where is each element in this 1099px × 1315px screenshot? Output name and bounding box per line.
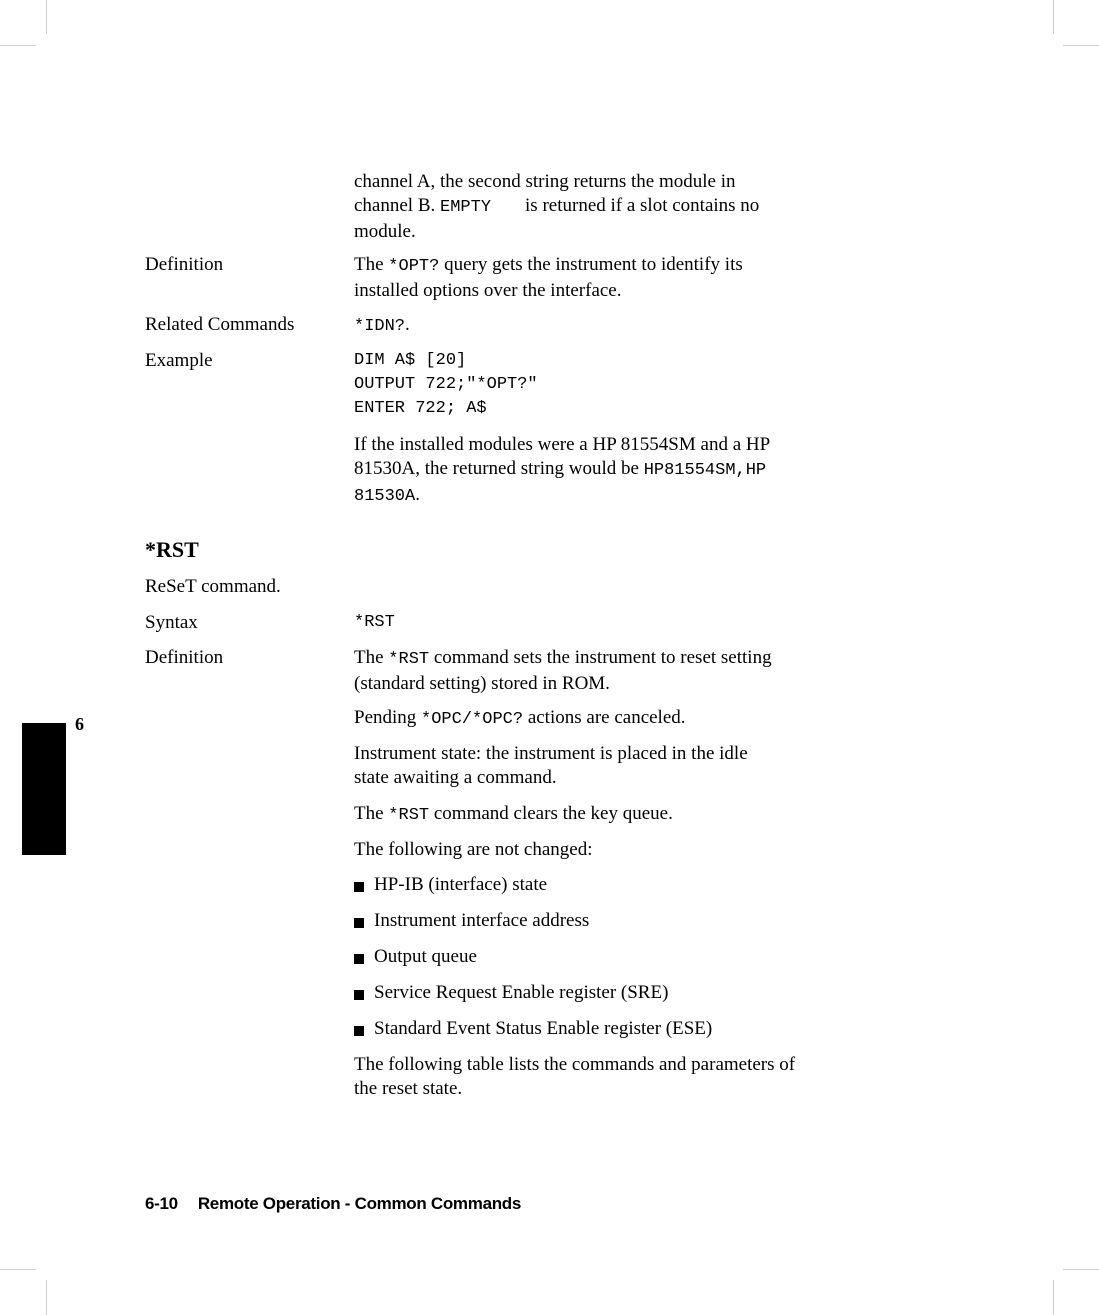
text-line: channel A, the second string returns the module in bbox=[354, 171, 736, 192]
page-footer bbox=[145, 1194, 521, 1214]
code-line: ENTER 722; A$ bbox=[354, 399, 487, 418]
crop-mark bbox=[1053, 0, 1054, 34]
text-line: If the installed modules were a HP 81554SM and a HP bbox=[354, 434, 771, 455]
chapter-tab bbox=[22, 723, 66, 855]
text-span: is returned if a slot contains no bbox=[525, 195, 760, 216]
section-heading-rst: *RST bbox=[145, 537, 199, 562]
text-line: The following table lists the commands and parameters of bbox=[354, 1054, 796, 1075]
rst-definition-label: Definition bbox=[145, 647, 224, 668]
crop-mark bbox=[1063, 1269, 1099, 1270]
bullet-icon bbox=[354, 954, 364, 964]
list-item: Instrument interface address bbox=[374, 910, 590, 931]
page-number: 6-10 bbox=[145, 1194, 178, 1213]
text-span: actions are canceled. bbox=[523, 707, 686, 728]
syntax-label: Syntax bbox=[145, 612, 198, 633]
related-commands-label: Related Commands bbox=[145, 314, 295, 335]
crop-mark bbox=[1063, 45, 1099, 46]
text-span: The bbox=[354, 647, 389, 668]
footer-title: Remote Operation - Common Commands bbox=[197, 1194, 522, 1213]
text-span: channel B. bbox=[354, 195, 441, 216]
opt-definition-text bbox=[354, 253, 743, 303]
code-result: HP81554SM,HP bbox=[643, 461, 767, 480]
text-line bbox=[354, 646, 772, 672]
bullet-icon bbox=[354, 918, 364, 928]
text-line: (standard setting) stored in ROM. bbox=[354, 673, 610, 694]
text-span: . bbox=[415, 484, 420, 505]
text-line: Instrument state: the instrument is placed in the idle bbox=[354, 743, 748, 764]
bullet-icon bbox=[354, 882, 364, 892]
text-span: query gets the instrument to identify its bbox=[439, 254, 743, 275]
example-result-paragraph bbox=[354, 433, 770, 509]
code-opt: *OPT? bbox=[388, 257, 440, 276]
code-line: OUTPUT 722;"*OPT?" bbox=[354, 375, 538, 394]
crop-mark bbox=[0, 45, 36, 46]
code-rst: *RST bbox=[388, 806, 430, 825]
crop-mark bbox=[0, 1269, 36, 1270]
list-item: Service Request Enable register (SRE) bbox=[374, 982, 669, 1003]
text-span: command clears the key queue. bbox=[429, 803, 673, 824]
code-empty: EMPTY bbox=[440, 198, 492, 217]
text-line: state awaiting a command. bbox=[354, 767, 557, 788]
table-intro-paragraph bbox=[354, 1053, 795, 1101]
text-span: 81530A, the returned string would be bbox=[354, 458, 644, 479]
text-line: module. bbox=[354, 221, 416, 242]
text-span: . bbox=[405, 314, 410, 335]
rst-definition-text bbox=[354, 646, 772, 696]
text-span: Pending bbox=[354, 707, 422, 728]
rst-subtitle: ReSeT command. bbox=[145, 576, 281, 597]
code-result: 81530A bbox=[354, 487, 416, 506]
opt-definition-label: Definition bbox=[145, 254, 224, 275]
text-line: the reset state. bbox=[354, 1078, 463, 1099]
code-rst: *RST bbox=[388, 650, 430, 669]
list-item: HP-IB (interface) state bbox=[374, 874, 548, 895]
pending-paragraph bbox=[354, 706, 686, 732]
text-line bbox=[354, 194, 759, 220]
text-line: installed options over the interface. bbox=[354, 280, 622, 301]
code-idn: *IDN? bbox=[354, 317, 406, 336]
text-line bbox=[354, 483, 770, 509]
bullet-icon bbox=[354, 990, 364, 1000]
text-span: The bbox=[354, 254, 389, 275]
crop-mark bbox=[1053, 1280, 1054, 1315]
example-code-block bbox=[354, 349, 538, 421]
state-paragraph bbox=[354, 742, 748, 790]
text-line bbox=[354, 457, 770, 483]
continuation-paragraph bbox=[354, 170, 759, 244]
chapter-number: 6 bbox=[75, 714, 84, 734]
example-label: Example bbox=[145, 350, 213, 371]
crop-mark bbox=[46, 1280, 47, 1315]
clears-paragraph bbox=[354, 802, 673, 828]
list-item: Output queue bbox=[374, 946, 477, 967]
crop-mark bbox=[46, 0, 47, 34]
text-line bbox=[354, 253, 743, 279]
related-commands-text bbox=[354, 313, 410, 339]
list-item: Standard Event Status Enable register (ESE) bbox=[374, 1018, 713, 1039]
text-span: The bbox=[354, 803, 389, 824]
text-span: command sets the instrument to reset setting bbox=[429, 647, 772, 668]
not-changed-paragraph: The following are not changed: bbox=[354, 839, 593, 860]
code-opc: *OPC/*OPC? bbox=[421, 710, 524, 729]
code-line: DIM A$ [20] bbox=[354, 351, 467, 370]
syntax-code: *RST bbox=[354, 613, 395, 632]
bullet-icon bbox=[354, 1026, 364, 1036]
